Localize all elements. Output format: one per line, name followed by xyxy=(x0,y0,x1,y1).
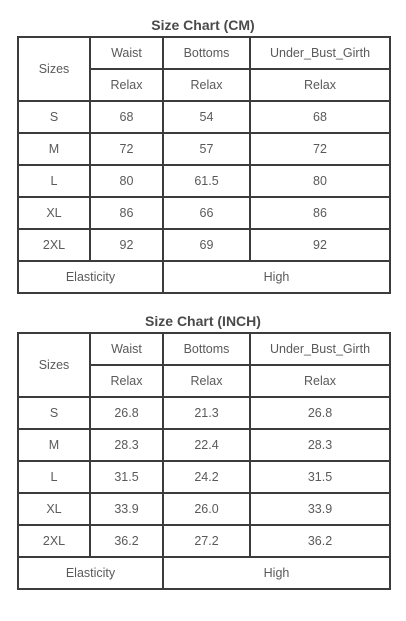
value-cell: 68 xyxy=(250,101,390,133)
sizes-header: Sizes xyxy=(18,37,90,101)
size-cell: XL xyxy=(18,197,90,229)
fit-cell: Relax xyxy=(90,365,163,397)
size-table xyxy=(17,36,391,294)
column-header-bottoms: Bottoms xyxy=(163,333,250,365)
value-cell: 57 xyxy=(163,133,250,165)
value-cell: 61.5 xyxy=(163,165,250,197)
value-cell: 26.8 xyxy=(90,397,163,429)
value-cell: 92 xyxy=(90,229,163,261)
table-row xyxy=(18,493,390,525)
value-cell: 31.5 xyxy=(90,461,163,493)
fit-cell: Relax xyxy=(250,365,390,397)
size-chart-cm xyxy=(17,14,389,294)
size-cell: S xyxy=(18,101,90,133)
table-row xyxy=(18,101,390,133)
size-cell: 2XL xyxy=(18,525,90,557)
column-header-waist: Waist xyxy=(90,37,163,69)
size-cell: M xyxy=(18,133,90,165)
table-row xyxy=(18,165,390,197)
elasticity-value: High xyxy=(163,261,390,293)
value-cell: 24.2 xyxy=(163,461,250,493)
table-row xyxy=(18,525,390,557)
table-row xyxy=(18,461,390,493)
value-cell: 72 xyxy=(90,133,163,165)
value-cell: 86 xyxy=(90,197,163,229)
size-cell: L xyxy=(18,165,90,197)
value-cell: 92 xyxy=(250,229,390,261)
value-cell: 80 xyxy=(250,165,390,197)
value-cell: 26.0 xyxy=(163,493,250,525)
value-cell: 36.2 xyxy=(90,525,163,557)
chart-title: Size Chart (CM) xyxy=(151,17,255,33)
fit-cell: Relax xyxy=(163,365,250,397)
header-row xyxy=(18,333,390,365)
table-row xyxy=(18,133,390,165)
value-cell: 36.2 xyxy=(250,525,390,557)
value-cell: 26.8 xyxy=(250,397,390,429)
elasticity-label: Elasticity xyxy=(18,261,163,293)
value-cell: 66 xyxy=(163,197,250,229)
elasticity-value: High xyxy=(163,557,390,589)
size-table xyxy=(17,332,391,590)
column-header-under-bust-girth: Under_Bust_Girth xyxy=(250,37,390,69)
size-cell: M xyxy=(18,429,90,461)
column-header-bottoms: Bottoms xyxy=(163,37,250,69)
value-cell: 54 xyxy=(163,101,250,133)
size-cell: XL xyxy=(18,493,90,525)
fit-cell: Relax xyxy=(250,69,390,101)
fit-cell: Relax xyxy=(90,69,163,101)
column-header-under-bust-girth: Under_Bust_Girth xyxy=(250,333,390,365)
sizes-header: Sizes xyxy=(18,333,90,397)
size-chart-inch xyxy=(17,310,389,590)
value-cell: 28.3 xyxy=(90,429,163,461)
value-cell: 68 xyxy=(90,101,163,133)
size-cell: S xyxy=(18,397,90,429)
column-header-waist: Waist xyxy=(90,333,163,365)
elasticity-row xyxy=(18,557,390,589)
header-row xyxy=(18,37,390,69)
elasticity-label: Elasticity xyxy=(18,557,163,589)
value-cell: 80 xyxy=(90,165,163,197)
value-cell: 31.5 xyxy=(250,461,390,493)
value-cell: 69 xyxy=(163,229,250,261)
table-row xyxy=(18,197,390,229)
fit-cell: Relax xyxy=(163,69,250,101)
value-cell: 21.3 xyxy=(163,397,250,429)
table-row xyxy=(18,397,390,429)
size-cell: L xyxy=(18,461,90,493)
chart-title: Size Chart (INCH) xyxy=(145,313,261,329)
value-cell: 72 xyxy=(250,133,390,165)
value-cell: 33.9 xyxy=(90,493,163,525)
value-cell: 27.2 xyxy=(163,525,250,557)
value-cell: 28.3 xyxy=(250,429,390,461)
value-cell: 33.9 xyxy=(250,493,390,525)
value-cell: 22.4 xyxy=(163,429,250,461)
size-cell: 2XL xyxy=(18,229,90,261)
value-cell: 86 xyxy=(250,197,390,229)
elasticity-row xyxy=(18,261,390,293)
table-row xyxy=(18,229,390,261)
table-row xyxy=(18,429,390,461)
